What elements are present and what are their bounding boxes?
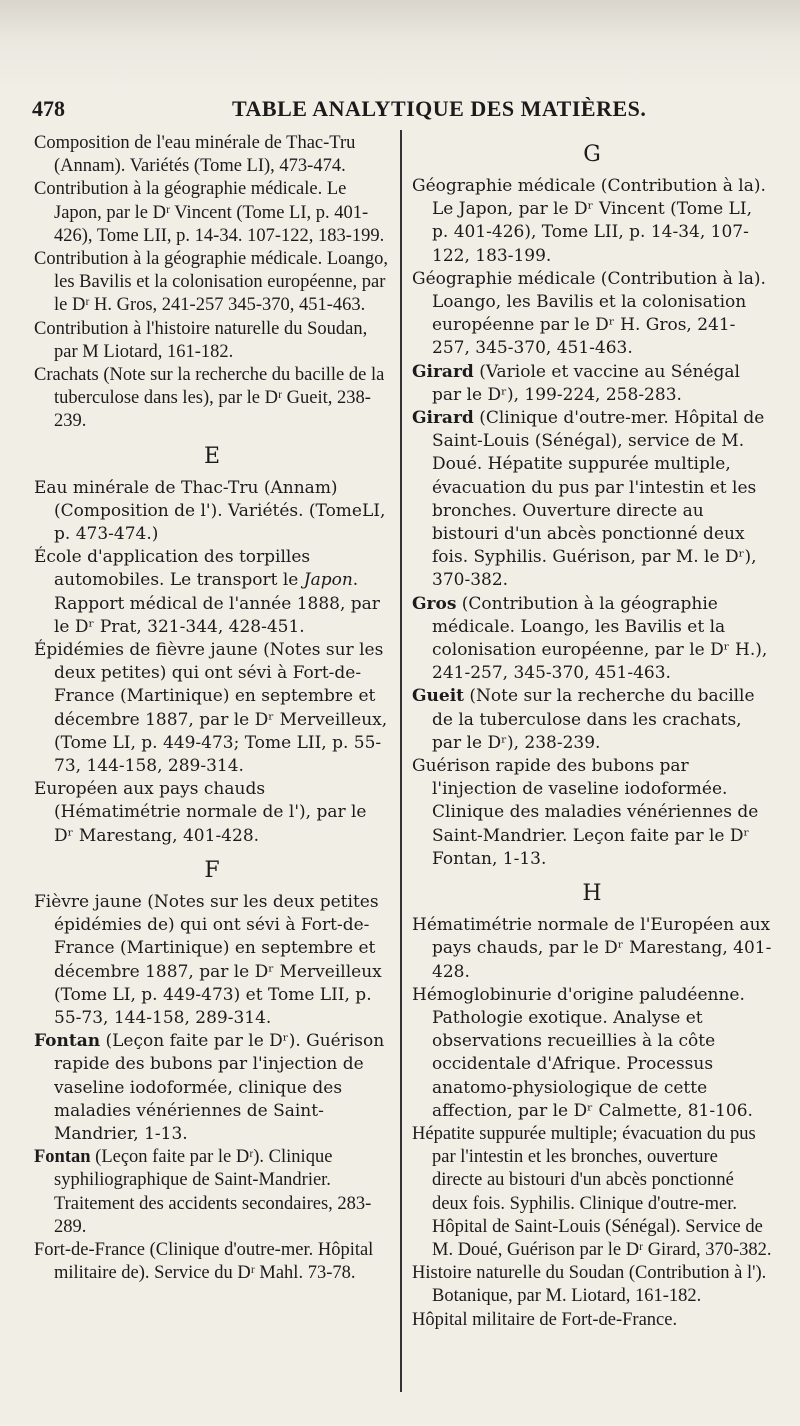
entry-text: (Note sur la recherche du bacille de la tuberculose dans les crachats, par le Dʳ), 238-239. [432,686,755,753]
author-name: Gueit [412,686,465,707]
index-entry: Eau minérale de Thac-Tru (Annam) (Composition de l'). Variétés. (TomeLI, p. 473-474.) [34,477,386,545]
index-entry: Histoire naturelle du Soudan (Contribution à l'). Botanique, par M. Liotard, 161-182. [412,1263,767,1307]
index-entry: Hépatite suppurée multiple; évacuation du pus par l'intestin et les bronches, ouverture directe au bistouri d'un abcès ponctionné deux fois. Syphilis. Clinique d'outre-mer. Hôpital de Saint-Louis (Sénégal). Service de M. Doué, Guérison par le Dʳ Girard, 370-382. [412,1123,772,1260]
index-entry [412,407,772,593]
author-name: Girard [412,408,474,429]
index-entry: Crachats (Note sur la recherche du bacille de la tuberculose dans les), par le Dʳ Gueit, 238-239. [34,365,385,432]
author-name: Girard [412,361,474,382]
section-letter-e: E [203,443,221,469]
entry-text: . Rapport médical de l'année 1888, par le Dʳ Prat, 321-344, 428-451. [54,570,380,637]
entry-text: (Contribution à la géographie médicale. Loango, les Bavilis et la colonisation européenne, par le Dʳ H.), 241-257, 345-370, 451-463. [432,593,768,684]
section-letter-h: H [582,881,602,907]
entry-text: (Leçon faite par le Dʳ). Guérison rapide des bubons par l'injection de vaseline iodoformée, clinique des maladies vénériennes de Saint-Mandrier, 1-13. [54,1031,385,1144]
index-entry [412,685,772,755]
index-entry [34,1146,390,1239]
index-entry: Hôpital militaire de Fort-de-France. [412,1309,678,1330]
index-entry: Fièvre jaune (Notes sur les deux petites épidémies de) qui ont sévi à Fort-de-France (Martinique) en septembre et décembre 1887, par le Dʳ Merveilleux (Tome LI, p. 449-473) et Tome LII, p. 55-73, 144-158, 289-314. [34,891,382,1028]
index-entry: Contribution à la géographie médicale. Loango, les Bavilis et la colonisation européenne, par le Dʳ H. Gros, 241-257 345-370, 451-463. [34,249,388,316]
entry-text: (Variole et vaccine au Sénégal par le Dʳ), 199-224, 258-283. [432,361,740,405]
index-entry [34,1030,390,1146]
right-column [412,132,772,1332]
entry-text: (Clinique d'outre-mer. Hôpital de Saint-Louis (Sénégal), service de M. Doué. Hépatite suppurée multiple, évacuation du pus par l'intestin et les bronches. Ouverture directe au bistouri d'un abcès ponctionné deux fois. Syphilis. Guérison, par M. le Dʳ), 370-382. [432,408,765,591]
column-divider [400,130,402,1392]
index-entry [34,546,390,639]
index-entry: Fort-de-France (Clinique d'outre-mer. Hôpital militaire de). Service du Dʳ Mahl. 73-78. [34,1239,374,1284]
author-name: Gros [412,593,457,614]
author-name: Fontan [34,1147,91,1168]
index-entry: Composition de l'eau minérale de Thac-Tru (Annam). Variétés (Tome LI), 473-474. [34,133,356,177]
page-header [32,96,772,128]
index-entry: Contribution à l'histoire naturelle du Soudan, par M Liotard, 161-182. [34,318,368,362]
section-letter-g: G [583,142,601,167]
index-entry: Contribution à la géographie médicale. Le Japon, par le Dʳ Vincent (Tome LI, p. 401-426), Tome LII, p. 14-34. 107-122, 183-199. [34,179,385,246]
index-entry [412,361,772,407]
index-entry: Guérison rapide des bubons par l'injection de vaseline iodoformée. Clinique des maladies vénériennes de Saint-Mandrier. Leçon faite par le Dʳ Fontan, 1-13. [412,756,759,869]
index-entry [412,593,772,686]
index-entry: Hématimétrie normale de l'Européen aux pays chauds, par le Dʳ Marestang, 401-428. [412,915,772,982]
index-entry: Hémoglobinurie d'origine paludéenne. Pathologie exotique. Analyse et observations recueillies à la côte occidentale d'Afrique. Processus anatomo-physiologique de cette affection, par le Dʳ Calmette, 81-106. [412,984,753,1121]
index-entry: Géographie médicale (Contribution à la). Loango, les Bavilis et la colonisation européenne par le Dʳ H. Gros, 241-257, 345-370, 451-463. [412,268,766,359]
page-number: 478 [32,96,65,121]
author-name: Fontan [34,1031,101,1052]
index-entry: Géographie médicale (Contribution à la). Le Japon, par le Dʳ Vincent (Tome LI, p. 401-426), Tome LII, p. 14-34, 107-122, 183-199. [412,176,766,266]
left-column [34,132,390,1285]
section-letter-f: F [204,857,220,883]
ship-name-italic: Japon [303,570,353,591]
entry-text: École d'application des torpilles automobiles. Le transport le [34,547,311,591]
index-entry: Européen aux pays chauds (Hématimétrie normale de l'), par le Dʳ Marestang, 401-428. [34,779,367,846]
running-title: TABLE ANALYTIQUE DES MATIÈRES. [232,96,647,121]
entry-text: (Leçon faite par le Dʳ). Clinique syphiliographique de Saint-Mandrier. Traitement des accidents secondaires, 283-289. [54,1147,372,1237]
index-entry: Épidémies de fièvre jaune (Notes sur les deux petites) qui ont sévi à Fort-de-France (Martinique) en septembre et décembre 1887, par le Dʳ Merveilleux, (Tome LI, p. 449-473; Tome LII, p. 55-73, 144-158, 289-314. [34,640,388,777]
